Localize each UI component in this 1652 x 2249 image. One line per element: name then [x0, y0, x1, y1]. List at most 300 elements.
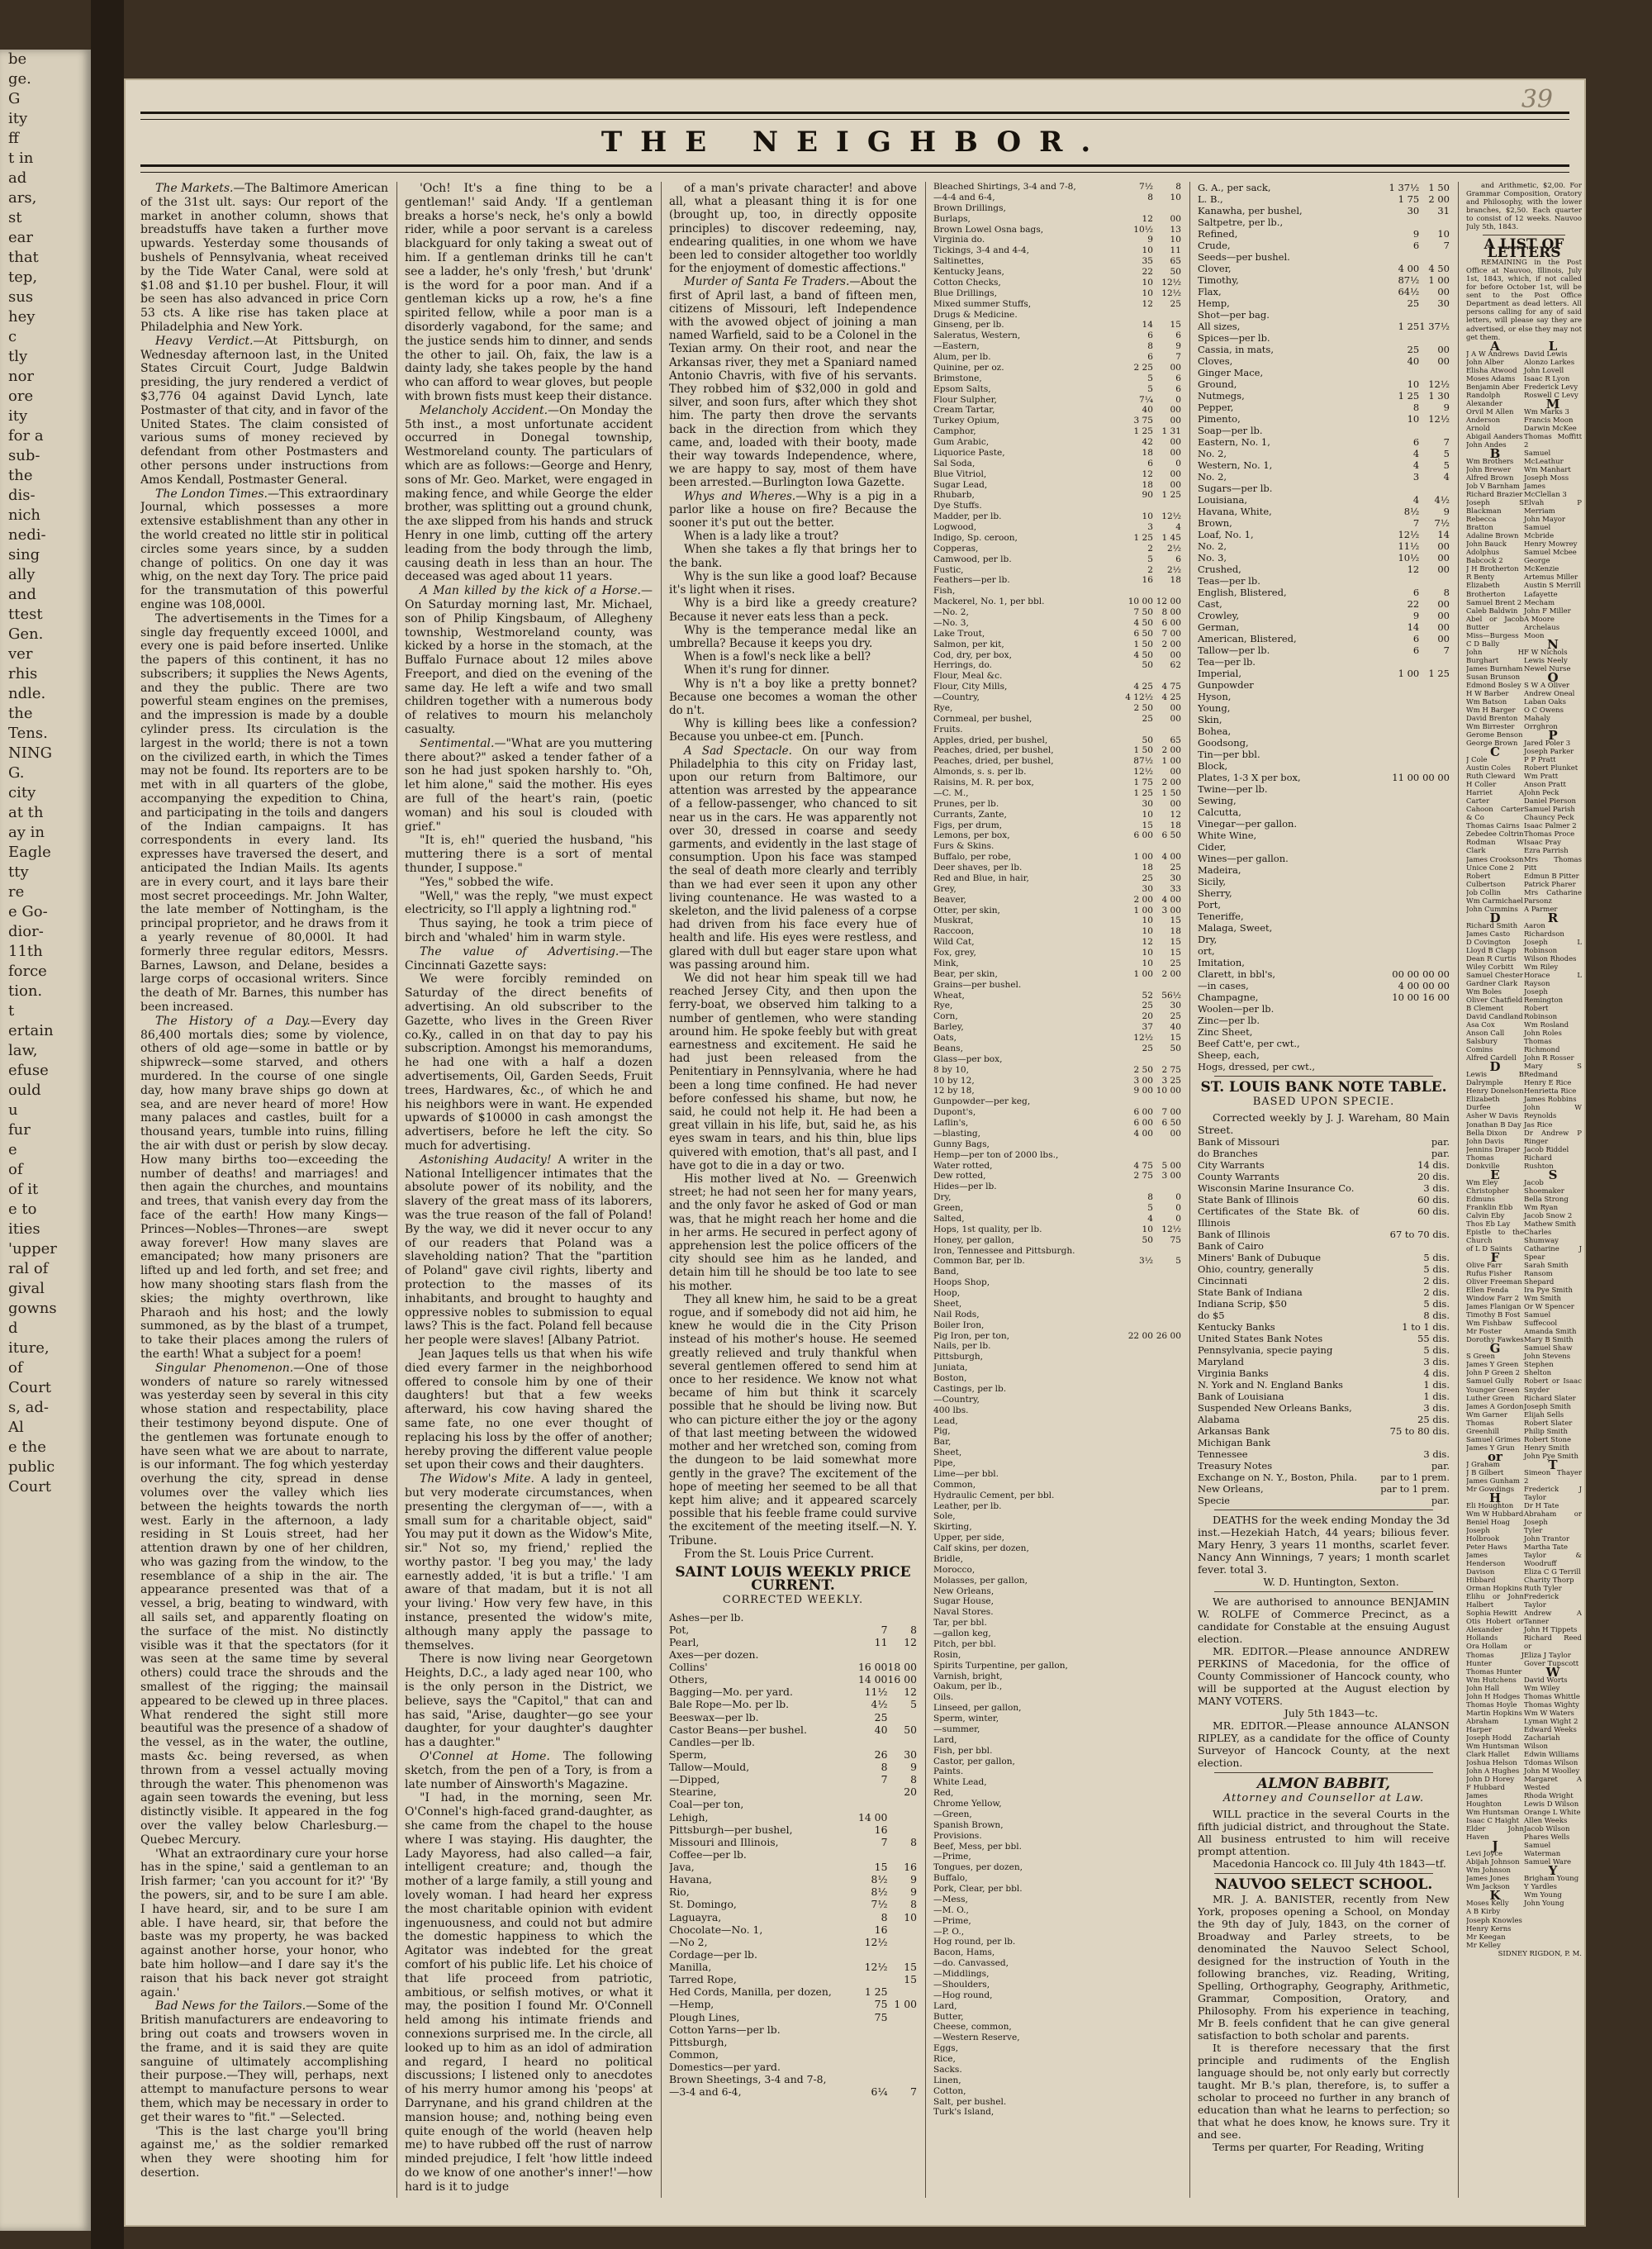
fragment-text: force: [8, 963, 47, 980]
price-value: [1419, 818, 1450, 830]
price-value: [1153, 1799, 1181, 1809]
letter-recipient: Abel or Jacob Butter: [1466, 615, 1524, 632]
price-row: [933, 1554, 1181, 1565]
price-row: [933, 225, 1181, 235]
letter-recipient: Mr Foster: [1466, 1328, 1502, 1337]
letter-recipient: Rhoda Wright: [1524, 1792, 1574, 1801]
price-row: [933, 1958, 1181, 1969]
bank-rate: par to 1 prem.: [1380, 1483, 1450, 1495]
price-value: 00 00: [1392, 968, 1420, 980]
letter-recipient: John Roles: [1524, 1029, 1562, 1039]
price-value: [1153, 671, 1181, 682]
price-row: [933, 501, 1181, 511]
article-text: 'This is the last charge you'll bring against me,' as the soldier remarked when they were shooting him for desertion.: [140, 2124, 388, 2180]
price-value: [1153, 1596, 1181, 1607]
bank-name: Indiana Scrip, $50: [1198, 1298, 1287, 1310]
letter-recipient: Susan Brunson: [1466, 673, 1521, 682]
price-item: Laflin's,: [933, 1118, 969, 1128]
price-item: Ground,: [1198, 378, 1237, 390]
price-row: [669, 1861, 917, 1873]
price-value: 10: [904, 1910, 917, 1923]
price-value: 20: [1142, 1011, 1153, 1022]
price-value: [1153, 1277, 1181, 1288]
article-lead: Bad News for the Tailors.: [155, 1999, 306, 2014]
article-text: "Yes," sobbed the wife.: [420, 875, 554, 889]
letter-recipient: John Stevens: [1524, 1353, 1571, 1362]
letter-recipient: Frederick J Taylor: [1524, 1485, 1582, 1502]
price-value: [1125, 1150, 1153, 1161]
price-value: 6: [1175, 554, 1181, 564]
letter-recipient: Eliza J Taylor: [1524, 1651, 1571, 1660]
price-value: [1389, 760, 1419, 772]
article-text: They all knew him, he said to be a great rogue, and if somebody did not aid him, he knew he would die in the City Prison instead of his mother's house. He seemed greatly relieved and truly thankful when several gentlemen offered to send him at once to her residence. We know not what became of him but think it scarcely possible that he should be living now. But who can picture either the joy or the agony of that last meeting between the widowed mother and her wretched son, coming from the dungeon to be laid somewhat more gently in the grave? The excitement of the hope of meeting her seemed to be all that kept him alive; and it appeared scarcely possible that his feeble frame could survive the excitement of the meeting itself.—N. Y. Tribune.: [669, 1292, 917, 1548]
fragment-text: ver: [8, 645, 33, 663]
letter-recipient: Henry Smith: [1524, 1443, 1569, 1453]
price-item: —Hog round,: [933, 1990, 993, 2000]
price-item: Cream Tartar,: [933, 405, 995, 416]
price-item: Dye Stuffs.: [933, 501, 982, 511]
price-value: [1153, 1352, 1181, 1362]
price-value: 8: [1412, 402, 1420, 413]
price-value: [1153, 1916, 1181, 1927]
article-text: "I had, in the morning, seen Mr. O'Connel's high-faced grand-daughter, as she came from the chapel to the house where I was staying. His daughter, the Lady Mayoress, had also called—a fair, intelligent creature; and, though the mother of a large family, a still young and lovely woman. I had heard her express the most charitable opinion with evident ingenuousness, and could not but admire the domestic happiness to which the Agitator was indebted for the great comfort of his public life. Let his choice of that life proceed from patriotic, ambitious, or selfish motives, or what it may, the position I found Mr. O'Connell held among his intimate friends and connexions surprised me. In the circle, all looked up to him as an idol of admiration and regard, I heard no political discussions; I listened only to anecdotes of his merry humor among his 'peops' at Darrynane, and his grand children at the mansion house; and, nothing being even quite enough of the world (heaven help me) to have rubbed off the rust of narrow minded prejudice, I felt 'how little indeed do we know of one another's inner!'—how hard is it to judge: [405, 1791, 653, 2194]
bank-rate: 60 dis.: [1417, 1194, 1450, 1205]
price-row: [669, 2073, 917, 2085]
price-item: Liquorice Paste,: [933, 447, 1005, 458]
price-item: 8 by 10,: [933, 1064, 970, 1075]
price-value: [1153, 203, 1181, 214]
price-row: [933, 1256, 1181, 1267]
bank-name: City Warrants: [1198, 1159, 1265, 1171]
price-value: 5: [1147, 373, 1153, 383]
article-lead: O'Connel at Home.: [420, 1750, 550, 1764]
price-value: [1419, 911, 1450, 922]
price-item: Upper, per side,: [933, 1533, 1004, 1543]
price-value: [1153, 2097, 1181, 2108]
letter-recipient: Taylor & Woodruff: [1524, 1552, 1582, 1569]
letter-recipient: Gerome Benson: [1466, 731, 1523, 740]
fragment-text: ould: [8, 1082, 41, 1099]
price-value: [1389, 367, 1419, 378]
fragment-text: gival: [8, 1280, 45, 1297]
price-item: Fruits.: [933, 724, 963, 735]
letter-recipient: Isaac R Lyon: [1524, 374, 1570, 383]
price-row: [933, 1192, 1181, 1203]
letter-recipient: Window Farr 2: [1466, 1295, 1519, 1304]
bank-row: [1198, 1333, 1450, 1344]
price-row: [933, 1980, 1181, 1990]
price-item: 12 by 18,: [933, 1086, 975, 1096]
price-value: [1419, 725, 1450, 737]
price-row: [933, 575, 1181, 586]
price-value: [887, 2048, 917, 2061]
letter-recipient: Dean R Curtis: [1466, 954, 1517, 963]
price-item: Bale Rope—Mo. per lb.: [669, 1698, 790, 1711]
fragment-text: fur: [8, 1121, 31, 1139]
price-item: Almonds, s. s. per lb.: [933, 767, 1027, 777]
bank-table-subheading: BASED UPON SPECIE.: [1252, 1096, 1395, 1108]
letter-recipient: Dr H Tate: [1524, 1501, 1559, 1510]
price-value: 40: [1170, 1022, 1181, 1033]
price-value: 62: [1170, 660, 1181, 671]
price-row: [1198, 182, 1450, 193]
bank-rate: par to 1 prem.: [1380, 1472, 1450, 1483]
price-value: [1153, 1246, 1181, 1257]
bank-rate: [1359, 1240, 1450, 1252]
price-row: [669, 1611, 917, 1624]
price-value: 13: [1170, 224, 1181, 235]
price-value: [1389, 691, 1419, 702]
article-paragraph: [669, 650, 917, 663]
price-row: [933, 756, 1181, 767]
letter-recipient: Abraham or Joseph: [1524, 1510, 1582, 1527]
price-value: [1389, 332, 1419, 344]
price-row: [1198, 529, 1450, 540]
bank-name: United States Bank Notes: [1198, 1333, 1323, 1344]
price-value: 25: [1170, 1011, 1181, 1022]
price-value: [1419, 795, 1450, 806]
letter-recipient: David Worts: [1524, 1676, 1568, 1685]
price-row: [933, 1331, 1181, 1342]
price-item: Fish,: [933, 586, 956, 597]
letter-recipient: Edmun B Pitter: [1524, 872, 1579, 881]
price-value: [1153, 1681, 1181, 1692]
price-row: [933, 1969, 1181, 1980]
price-item: Barley,: [933, 1022, 964, 1033]
letter-recipient: Samuel Ware: [1524, 1858, 1572, 1867]
price-value: 4 25: [1133, 682, 1153, 692]
price-value: 15: [874, 1861, 888, 1874]
price-row: [1198, 309, 1450, 321]
price-item: Bridle,: [933, 1553, 963, 1564]
price-value: 1 50: [1133, 745, 1153, 756]
price-value: [1125, 310, 1153, 321]
article-paragraph: [405, 1791, 653, 2194]
price-item: Eastern, No. 1,: [1198, 436, 1270, 448]
price-row: [933, 310, 1181, 321]
letter-recipient: Lewis B Dalrymple: [1466, 1071, 1524, 1088]
price-row: [933, 1927, 1181, 1938]
price-value: 00: [1170, 713, 1181, 724]
price-value: 7½: [871, 1898, 888, 1911]
price-item: —Shoulders,: [933, 1979, 990, 1990]
price-table: [1198, 182, 1450, 1072]
bank-name: Miners' Bank of Dubuque: [1198, 1252, 1322, 1263]
fragment-text: d: [8, 1319, 18, 1337]
price-row: [933, 1661, 1181, 1671]
price-row: [933, 980, 1181, 991]
price-row: [933, 1044, 1181, 1054]
fragment-text: ities: [8, 1220, 40, 1238]
price-value: [1419, 830, 1450, 841]
price-value: 15: [1170, 937, 1181, 948]
price-value: 4: [1443, 471, 1450, 483]
letter-recipient: Joseph Knowles: [1466, 1916, 1522, 1925]
price-value: [1125, 501, 1153, 511]
price-value: [858, 1648, 888, 1661]
price-value: 5: [1147, 554, 1153, 564]
letter-recipient: S Green: [1466, 1353, 1495, 1362]
bank-name: Kentucky Banks: [1198, 1321, 1275, 1333]
price-row: [933, 1629, 1181, 1639]
price-row: [1198, 853, 1450, 864]
letter-recipient: Mary S Redmand: [1524, 1063, 1582, 1080]
price-row: [1198, 679, 1450, 691]
article-text: 'Och! It's a fine thing to be a gentleman!' said Andy. 'If a gentleman breaks a horse's neck, he's only a bowld rider, while a poor servant is a careless blackguard for only taking a sweat out of him. If a gentleman drinks till he can't see a ladder, he's only 'fresh,' but 'drunk' is the word for a poor man. And if a gentleman kicks up a row, he's a fine spirited fellow, while a poor man is a disorderly vagabond, for the same; and the justice sends him to dinner, and sends the other to jail. Oh, faix, the law is a dainty lady, she takes people by the hand who can afford to wear gloves, but people with brown fists must keep their distance.: [405, 182, 653, 403]
price-item: Candles—per lb.: [669, 1735, 755, 1748]
price-value: 7½: [1434, 517, 1450, 529]
price-value: 2 50: [1133, 702, 1153, 713]
price-value: 26 00: [1156, 1330, 1181, 1341]
fragment-text: e Go-: [8, 903, 48, 920]
article-paragraph: [669, 275, 917, 489]
letter-recipient: John Pye Smith: [1524, 1452, 1578, 1461]
letter-recipient: Wm Huntsman: [1466, 1742, 1520, 1751]
bank-row: [1198, 1344, 1450, 1356]
price-item: Indigo, Sp. ceroon,: [933, 532, 1018, 543]
price-item: Wines—per gallon.: [1198, 853, 1289, 864]
article-text: —The Cincinnati Gazette says:: [405, 944, 653, 972]
bank-row: [1198, 1402, 1450, 1414]
price-value: [858, 2048, 888, 2061]
price-value: [1389, 575, 1419, 587]
price-value: [1389, 656, 1419, 668]
price-value: [1125, 1862, 1153, 1873]
price-value: 2 00: [1428, 193, 1450, 205]
price-value: [1125, 1905, 1153, 1916]
price-value: [1153, 1766, 1181, 1777]
price-row: [933, 1065, 1181, 1076]
bank-name: Virginia Banks: [1198, 1367, 1269, 1379]
price-value: 1 45: [1161, 532, 1181, 543]
letter-recipient: Thos Eb Lay: [1466, 1220, 1511, 1229]
price-row: [933, 416, 1181, 426]
price-item: Brown Sheetings, 3-4 and 7-8,: [669, 2073, 827, 2086]
letter-recipient: Mr Kelley: [1466, 1941, 1501, 1950]
letter-recipient: F W Nichols: [1524, 648, 1568, 657]
price-row: [933, 1139, 1181, 1150]
price-value: [1153, 2012, 1181, 2023]
price-value: [1153, 1565, 1181, 1576]
price-value: 1 25: [1428, 668, 1450, 679]
letter-recipient: Wm Garner: [1466, 1410, 1507, 1419]
column-6-letters: [1466, 182, 1582, 2198]
price-value: 25: [1142, 713, 1153, 724]
price-row: [1198, 795, 1450, 806]
letter-recipient: F Hubbard: [1466, 1784, 1505, 1792]
price-value: 10: [1142, 511, 1153, 522]
price-row: [933, 841, 1181, 852]
letter-recipient: Edward Weeks: [1524, 1725, 1577, 1734]
price-item: Iron, Tennessee and Pittsburgh.: [933, 1245, 1075, 1256]
price-value: [1125, 1362, 1153, 1373]
price-value: [1125, 1522, 1153, 1533]
price-value: [1153, 1809, 1181, 1820]
price-value: 20: [904, 1785, 917, 1799]
price-value: [1419, 749, 1450, 760]
price-row: [933, 629, 1181, 640]
price-value: [1125, 1437, 1153, 1448]
price-item: Flax,: [1198, 286, 1222, 297]
price-item: Common Bar, per lb.: [933, 1256, 1025, 1267]
price-value: [1125, 1639, 1153, 1650]
price-item: Cassia, in mats,: [1198, 344, 1274, 355]
fragment-text: ndle.: [8, 685, 46, 702]
price-row: [933, 1267, 1181, 1277]
price-item: Hoop,: [933, 1288, 961, 1298]
letter-recipient: Jacob Riddel: [1524, 1145, 1569, 1154]
letter-recipient: Thomas Greenhill: [1466, 1419, 1500, 1436]
price-row: [933, 1001, 1181, 1011]
price-row: [933, 863, 1181, 873]
price-value: [887, 1611, 917, 1624]
price-item: Wild Cat,: [933, 937, 975, 948]
price-value: [1419, 1049, 1450, 1061]
column-1: [140, 182, 388, 2198]
price-value: 2½: [1167, 543, 1181, 554]
price-item: Twine—per lb.: [1198, 783, 1268, 795]
price-value: [1125, 1969, 1153, 1980]
letter-recipient: Lafayette Mecham: [1524, 590, 1558, 607]
price-value: 00: [1170, 798, 1181, 809]
price-item: Sugar House,: [933, 1596, 995, 1607]
article-paragraph: [669, 490, 917, 530]
price-value: 8: [1175, 182, 1181, 192]
price-item: Hemp,: [1198, 297, 1230, 309]
price-value: [1419, 806, 1450, 818]
price-item: Sugars—per lb.: [1198, 483, 1273, 494]
price-row: [669, 1885, 917, 1898]
bank-name: Alabama: [1198, 1414, 1240, 1425]
letter-recipient: Henry Donelson: [1466, 1087, 1524, 1096]
attorney-babbit_date: Macedonia Hancock co. Ill July 4th 1843—tf.: [1213, 1857, 1446, 1870]
article-text: Why is a bird like a greedy creature? Because it never eats less than a peck.: [669, 597, 917, 624]
price-value: [1125, 1703, 1153, 1714]
price-row: [1198, 205, 1450, 216]
price-value: [1153, 2075, 1181, 2086]
price-value: [1153, 1927, 1181, 1938]
price-row: [1198, 297, 1450, 309]
price-value: 12: [1142, 213, 1153, 224]
price-value: [1389, 887, 1419, 899]
price-item: St. Domingo,: [669, 1898, 737, 1911]
price-value: 6 50: [1133, 628, 1153, 639]
article-lead: A Man killed by the kick of a Horse.: [420, 584, 641, 598]
fragment-text: ity: [8, 110, 28, 127]
price-value: [1419, 853, 1450, 864]
column-5: [1198, 182, 1450, 2198]
article-text: A lady in genteel, but very moderate circumstances, when presenting the clergyman of——, with a small sum for a charitable object, said" You may put it down as the Widow's Mite, sir." Not so, my friend,' replied the worthy pastor. 'I beg you may,' the lady earnestly added, 'it is but a trifle.' 'I am aware of that madam, but it is not all your living.' How very few have, in this instance, presented the widow's mite, although many apply the passage to themselves.: [405, 1472, 653, 1652]
price-value: [1153, 1661, 1181, 1671]
price-item: —No. 2,: [933, 607, 969, 617]
price-value: 00: [1437, 563, 1450, 575]
article-text: —On Saturday morning last, Mr. Michael, son of Philip Kingsbaum, of Allegheny township, Westmoreland county, was kicked by a horse in the stomach, at the Buffalo Furnace about 12 miles above Freeport, and died on the evening of the same day. He left a wife and two small children together with a numerous body of relatives to mourn his melancholy casualty.: [405, 584, 653, 737]
price-row: [669, 2048, 917, 2061]
article-paragraph: [405, 890, 653, 918]
price-value: 8½: [871, 1873, 888, 1886]
price-value: [1153, 1395, 1181, 1405]
price-value: 25: [1407, 297, 1420, 309]
bank-name: Cincinnati: [1198, 1275, 1247, 1286]
price-row: [669, 1636, 917, 1648]
price-row: [669, 1661, 917, 1673]
price-value: 12½: [864, 1961, 888, 1974]
price-item: Bleached Shirtings, 3-4 and 7-8,: [933, 182, 1076, 192]
price-item: Nail Rods,: [933, 1309, 980, 1319]
price-item: Cordage—per lb.: [669, 1947, 757, 1961]
letter-recipient: Rufus Fisher: [1466, 1270, 1512, 1279]
letter-recipient: Artemus Miller: [1524, 573, 1578, 582]
price-row: [669, 1711, 917, 1724]
price-item: Feathers—per lb.: [933, 575, 1010, 586]
article-text: The following sketch, from the pen of a Tory, is from a late number of Ainsworth's Magazine.: [405, 1750, 653, 1791]
letter-recipient: Wm Manhart: [1524, 466, 1571, 475]
price-value: [1153, 1576, 1181, 1586]
letter-recipient: John Cummins: [1466, 905, 1518, 914]
price-item: Hog round, per lb.: [933, 1937, 1016, 1947]
price-value: [1419, 1038, 1450, 1049]
fragment-text: ral of: [8, 1260, 49, 1277]
price-value: [1153, 2107, 1181, 2118]
article-text: —One of those wonders of nature so rarely witnessed was yesterday seen by several in this city whose station and respectability, place their testimony beyond dispute. One of the gentlemen was fortunate enough to have seen what we are about to narrate, is our informant. The fog which yesterday overhung the city, spread in dense volumes over the valley which lies between the heights towards the north west. Early in the afternoon, a lady residing in St Louis street, had her attention drawn by one of her children, who was gazing from the window, to the resemblance of a ship in the air. The appearance presented was that of a vessel, a brig, beating to windward, with all sails set, and apparently floating on the surface of the mist. No distinctly visible was it that the spectators (for it was seen at the same time by several others) could trace the shrouds and the smallest of the rigging; the mainsail appeared to be clewed up in three places. What rendered the sight still more beautiful was the presence of a shadow of the vessel, as in the water, the outline, masts &c. being reversed, as when thrown from a vessel actually moving through the water. This phenomenon was again seen towards the evening, but less distinctly visible. It appeared in the fog over the valley below Charlesburg.—Quebec Mercury.: [140, 1361, 388, 1847]
price-value: 11: [1170, 245, 1181, 256]
price-value: [1389, 309, 1419, 321]
letter-recipient: Mrs Catharine Parsonz: [1524, 888, 1582, 906]
price-item: Missouri and Illinois,: [669, 1835, 779, 1848]
column-3: [669, 182, 917, 2198]
fragment-text: be: [8, 50, 27, 68]
bank-rate: 1 dis.: [1423, 1391, 1450, 1402]
letter-recipient: Elijah Sells: [1524, 1410, 1564, 1419]
price-value: [1419, 957, 1450, 968]
price-row: [933, 2097, 1181, 2108]
price-row: [1198, 587, 1450, 598]
divider: [1214, 1873, 1433, 1874]
price-value: [1125, 1373, 1153, 1384]
price-value: [1125, 1820, 1153, 1831]
price-row: [933, 554, 1181, 565]
price-value: 00 00: [1422, 968, 1450, 980]
price-value: [1153, 980, 1181, 991]
article-paragraph: [405, 972, 653, 1153]
price-value: 75: [1170, 1234, 1181, 1245]
bank-rate: 60 dis.: [1417, 1205, 1450, 1217]
letter-recipient: Elihu or John Halbert: [1466, 1593, 1524, 1610]
price-row: [933, 1511, 1181, 1522]
price-row: [669, 1724, 917, 1736]
price-value: 64½: [1398, 286, 1420, 297]
price-value: 5: [1175, 1256, 1181, 1267]
letter-recipient: Stephen Shelton: [1524, 1361, 1554, 1378]
letter-recipient: Job V Barnham: [1466, 483, 1520, 492]
price-item: Cod, dry, per box,: [933, 649, 1013, 660]
letter-recipient: Oliver Freeman: [1466, 1278, 1522, 1287]
price-value: 00: [1170, 405, 1181, 416]
letter-recipient: J B Gilbert: [1466, 1468, 1504, 1477]
letter-recipient: Wm Wiley: [1524, 1684, 1560, 1693]
letter-recipient: Olive Farr: [1466, 1262, 1502, 1271]
price-row: [933, 725, 1181, 735]
price-item: Soap—per lb.: [1198, 425, 1263, 436]
price-row: [933, 650, 1181, 661]
letter-recipient: A Moore: [1524, 615, 1555, 624]
price-item: Juniata,: [933, 1362, 968, 1373]
fragment-text: ear: [8, 229, 33, 246]
price-value: 8½: [1403, 506, 1420, 517]
price-value: 6: [1412, 633, 1420, 644]
price-value: [1125, 1629, 1153, 1639]
price-item: New Orleans,: [933, 1586, 995, 1596]
